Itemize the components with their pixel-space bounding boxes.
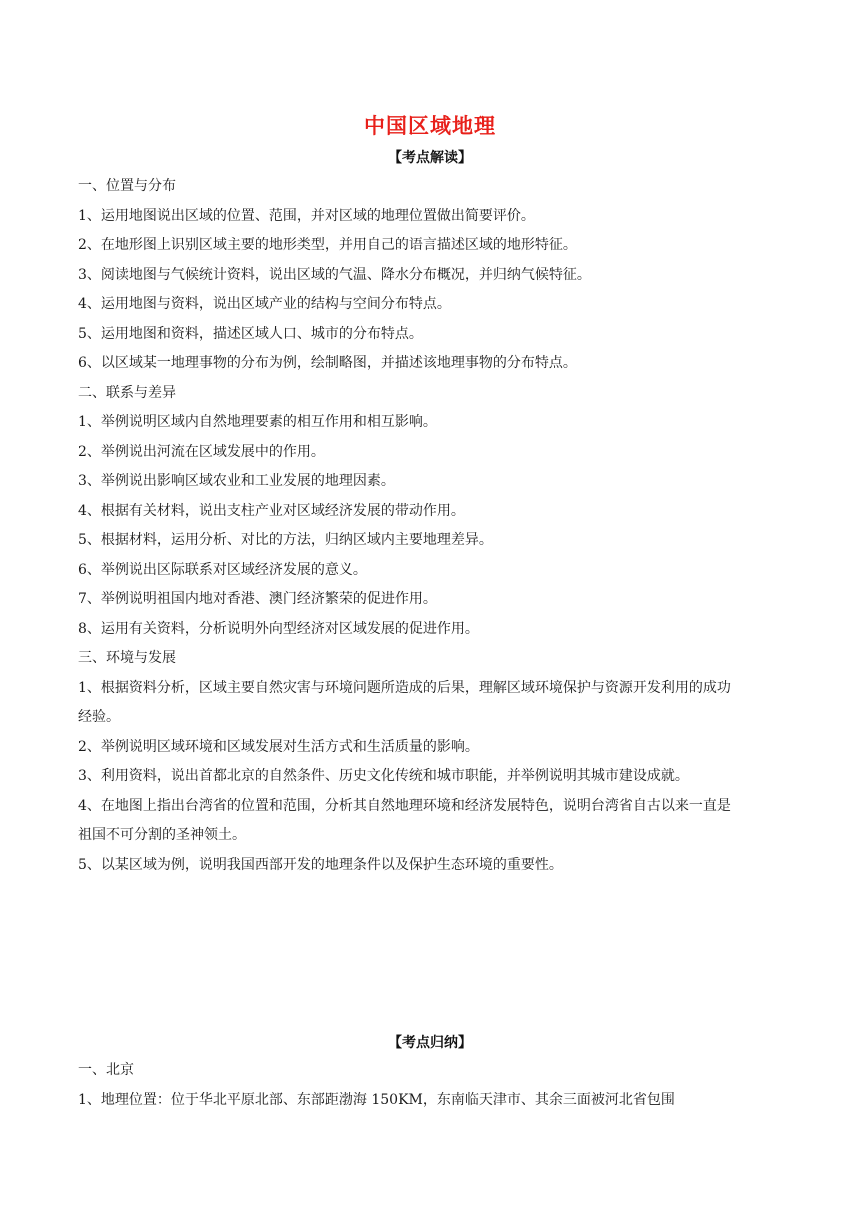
list-item: 2、举例说明区域环境和区域发展对生活方式和生活质量的影响。 [78, 738, 479, 755]
list-item: 8、运用有关资料，分析说明外向型经济对区域发展的促进作用。 [78, 620, 479, 637]
list-item: 5、根据材料，运用分析、对比的方法，归纳区域内主要地理差异。 [78, 532, 493, 548]
list-item: 3、阅读地图与气候统计资料，说出区域的气温、降水分布概况，并归纳气候特征。 [78, 266, 591, 283]
list-item: 3、举例说出影响区域农业和工业发展的地理因素。 [78, 473, 395, 489]
list-item-continuation: 经验。 [78, 709, 120, 725]
list-item: 1、举例说明区域内自然地理要素的相互作用和相互影响。 [78, 414, 437, 430]
list-item: 1、运用地图说出区域的位置、范围，并对区域的地理位置做出简要评价。 [78, 207, 535, 224]
section-heading-links: 二、联系与差异 [78, 384, 176, 401]
interpretation-heading: 【考点解读】 [388, 150, 472, 166]
list-item: 5、运用地图和资料，描述区域人口、城市的分布特点。 [78, 325, 423, 342]
section-heading-beijing: 一、北京 [78, 1062, 134, 1078]
summary-heading: 【考点归纳】 [388, 1035, 472, 1051]
list-item: 7、举例说明祖国内地对香港、澳门经济繁荣的促进作用。 [78, 591, 437, 607]
list-item: 4、根据有关材料，说出支柱产业对区域经济发展的带动作用。 [78, 502, 465, 519]
section-heading-location: 一、位置与分布 [78, 178, 176, 194]
list-item: 2、举例说出河流在区域发展中的作用。 [78, 443, 325, 460]
summary-body [78, 1056, 793, 1115]
list-item-continuation: 祖国不可分割的圣神领土。 [78, 827, 246, 843]
list-item: 3、利用资料，说出首都北京的自然条件、历史文化传统和城市职能，并举例说明其城市建设成就。 [78, 768, 689, 784]
list-item: 1、地理位置：位于华北平原北部、东部距渤海 150KM，东南临天津市、其余三面被河北省包围 [78, 1091, 675, 1108]
interpretation-body [78, 172, 793, 880]
list-item: 5、以某区域为例，说明我国西部开发的地理条件以及保护生态环境的重要性。 [78, 856, 563, 873]
list-item: 6、举例说出区际联系对区域经济发展的意义。 [78, 561, 367, 578]
list-item: 2、在地形图上识别区域主要的地形类型，并用自己的语言描述区域的地形特征。 [78, 237, 577, 253]
list-item: 1、根据资料分析，区域主要自然灾害与环境问题所造成的后果，理解区域环境保护与资源开发利用的成功 [78, 679, 731, 696]
list-item: 4、在地图上指出台湾省的位置和范围，分析其自然地理环境和经济发展特色，说明台湾省自古以来一直是 [78, 797, 731, 814]
document-title: 中国区域地理 [364, 114, 496, 138]
section-heading-environment: 三、环境与发展 [78, 650, 176, 666]
list-item: 6、以区域某一地理事物的分布为例，绘制略图，并描述该地理事物的分布特点。 [78, 355, 577, 371]
list-item: 4、运用地图与资料，说出区域产业的结构与空间分布特点。 [78, 296, 451, 312]
